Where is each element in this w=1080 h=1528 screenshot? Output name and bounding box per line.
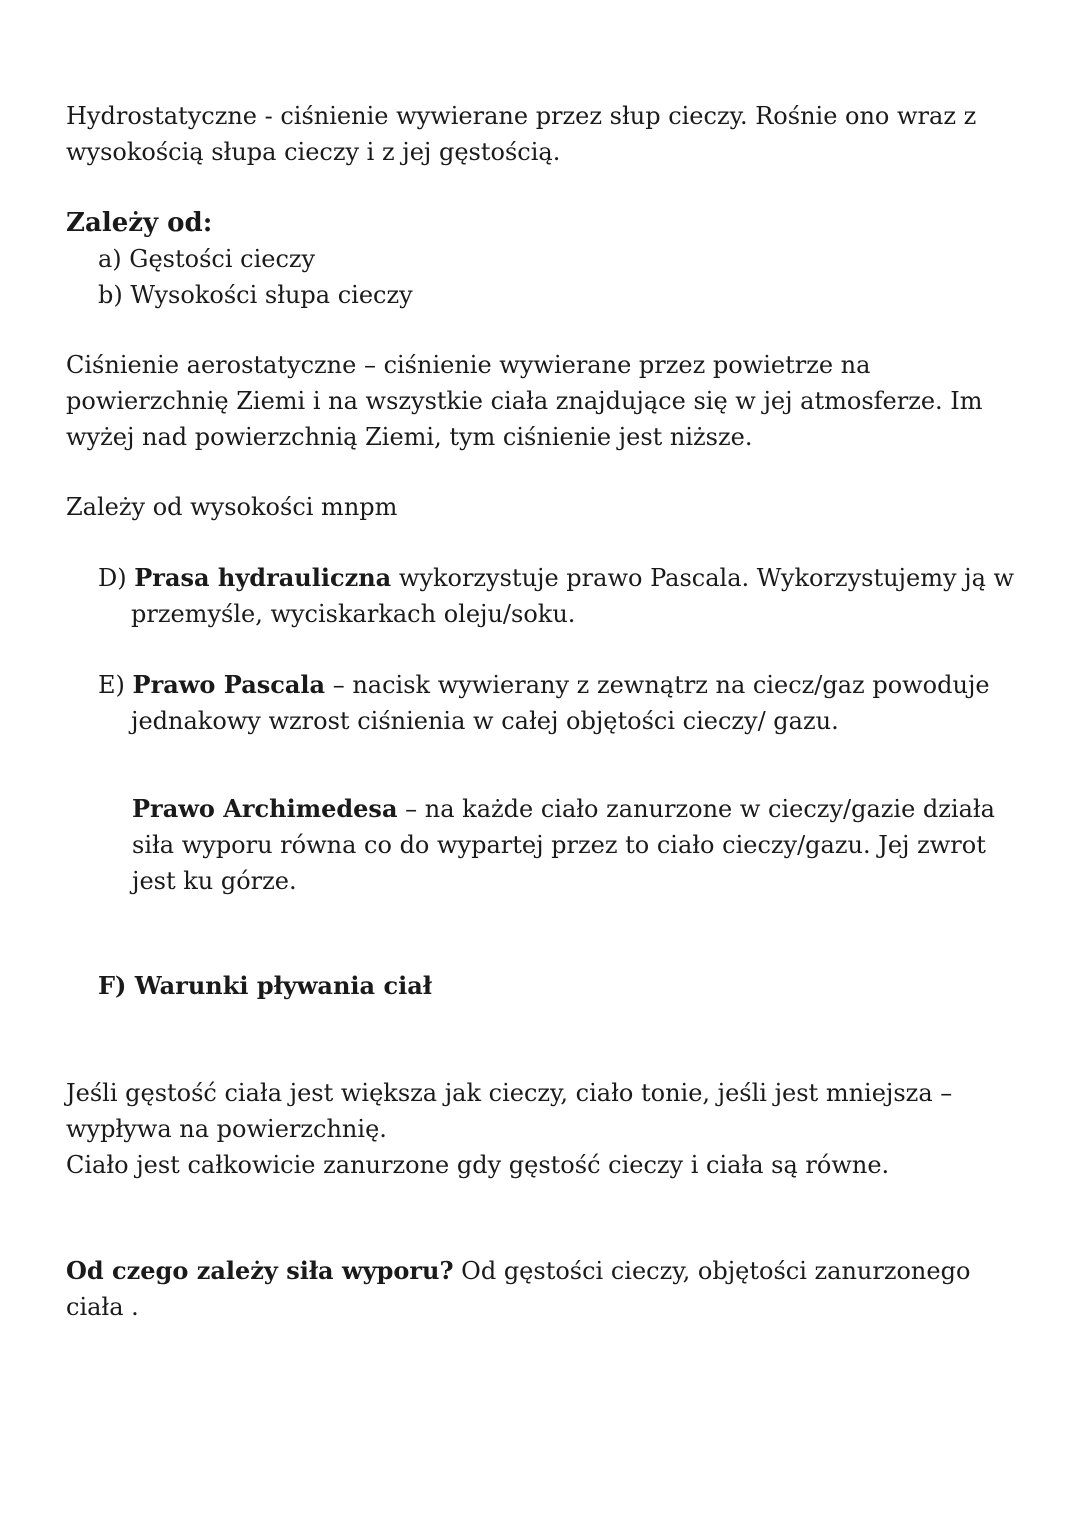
aerostatic-text: Ciśnienie aerostatyczne – ciśnienie wywierane przez powietrze na powierzchnię Ziemi i na wszystkie ciała znajdujące się w jej atmosferze. Im wyżej nad powierzchnią Ziemi, tym ciśnienie jest niższe. [66, 351, 983, 451]
density-paragraph [66, 1075, 1026, 1183]
buoyancy-answer: Od gęstości cieczy, objętości zanurzonego ciała . [66, 1257, 971, 1321]
hydraulic-press-term: Prasa hydrauliczna [134, 563, 392, 592]
hydraulic-press-text: wykorzystuje prawo Pascala. Wykorzystujemy ją w przemyśle, wyciskarkach oleju/soku. [131, 564, 1015, 628]
buoyancy-paragraph [66, 1253, 1026, 1325]
floating-heading [98, 968, 1018, 1004]
archimedes-law-paragraph [132, 791, 1022, 899]
pascal-law-text: – nacisk wywierany z zewnątrz na ciecz/gaz powoduje jednakowy wzrost ciśnienia w całej objętości cieczy/ gazu. [131, 671, 990, 735]
altitude-text: Zależy od wysokości mnpm [66, 493, 398, 521]
item-marker-d: D) [98, 564, 127, 592]
hydraulic-press-item [98, 560, 1018, 632]
depends-list [98, 241, 1018, 313]
hydrostatic-paragraph [66, 98, 1026, 170]
buoyancy-question: Od czego zależy siła wyporu? [66, 1256, 454, 1285]
altitude-paragraph [66, 489, 1026, 525]
floating-heading-text: F) Warunki pływania ciał [98, 971, 432, 1000]
depends-heading-text: Zależy od: [66, 208, 213, 238]
depends-heading [66, 205, 1026, 241]
list-item: b) Wysokości słupa cieczy [98, 281, 413, 309]
list-item: a) Gęstości cieczy [98, 245, 316, 273]
archimedes-law-term: Prawo Archimedesa [132, 794, 398, 823]
density-line-2: Ciało jest całkowicie zanurzone gdy gęstość cieczy i ciała są równe. [66, 1151, 890, 1179]
hydrostatic-text: Hydrostatyczne - ciśnienie wywierane przez słup cieczy. Rośnie ono wraz z wysokością słupa cieczy i z jej gęstością. [66, 102, 977, 166]
pascal-law-item [98, 667, 1018, 739]
item-marker-e: E) [98, 671, 125, 699]
density-line-1: Jeśli gęstość ciała jest większa jak cieczy, ciało tonie, jeśli jest mniejsza – wypływa na powierzchnię. [66, 1079, 953, 1143]
aerostatic-paragraph [66, 347, 1026, 455]
pascal-law-term: Prawo Pascala [132, 670, 326, 699]
archimedes-law-text: – na każde ciało zanurzone w cieczy/gazie działa siła wyporu równa co do wypartej przez to ciało cieczy/gazu. Jej zwrot jest ku górze. [132, 795, 995, 895]
